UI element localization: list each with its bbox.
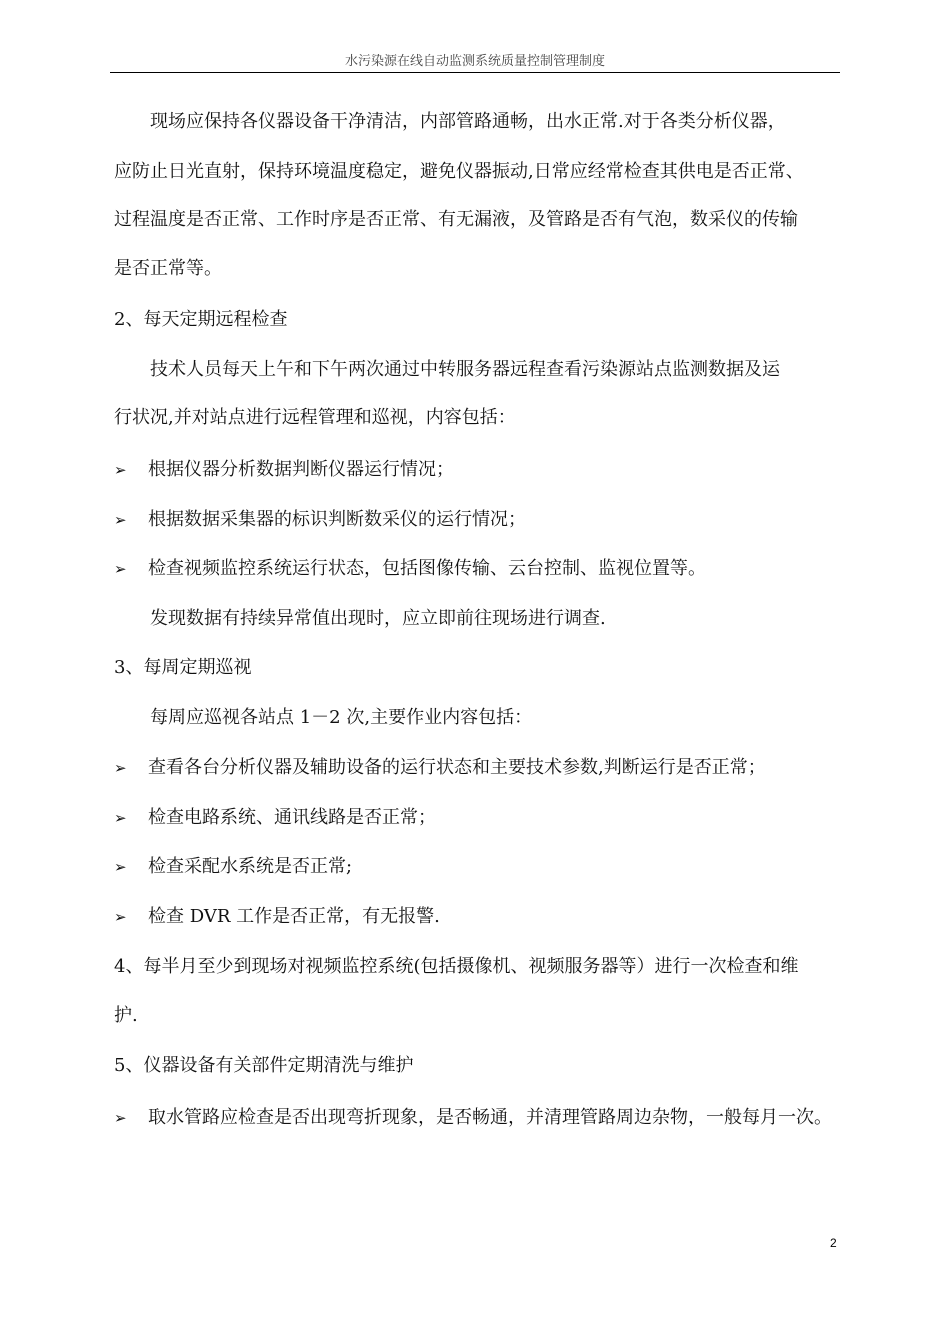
paragraph-line: 现场应保持各仪器设备干净清洁，内部管路通畅，出水正常.对于各类分析仪器，	[150, 111, 786, 132]
bullet-icon: ➢	[114, 560, 127, 578]
section-heading: 2、每天定期远程检查	[114, 309, 288, 330]
section-heading: 3、每周定期巡视	[114, 657, 252, 678]
paragraph-line: 每周应巡视各站点 1－2 次,主要作业内容包括：	[150, 707, 533, 728]
bullet-icon: ➢	[114, 908, 127, 926]
list-item: 根据数据采集器的标识判断数采仪的运行情况；	[148, 509, 526, 530]
paragraph-line: 是否正常等。	[114, 258, 222, 279]
section-paragraph-line: 护.	[114, 1005, 138, 1026]
page-number: 2	[830, 1236, 837, 1250]
list-item: 查看各台分析仪器及辅助设备的运行状态和主要技术参数,判断运行是否正常；	[148, 757, 766, 778]
bullet-icon: ➢	[114, 461, 127, 479]
bullet-icon: ➢	[114, 858, 127, 876]
list-item: 根据仪器分析数据判断仪器运行情况；	[148, 459, 454, 480]
bullet-icon: ➢	[114, 759, 127, 777]
paragraph-line: 发现数据有持续异常值出现时，应立即前往现场进行调查.	[150, 608, 606, 629]
paragraph-line: 应防止日光直射，保持环境温度稳定，避免仪器振动,日常应经常检查其供电是否正常、	[114, 161, 804, 182]
paragraph-line: 过程温度是否正常、工作时序是否正常、有无漏液，及管路是否有气泡，数采仪的传输	[114, 209, 798, 230]
list-item: 检查视频监控系统运行状态，包括图像传输、云台控制、监视位置等。	[148, 558, 706, 579]
page-header: 水污染源在线自动监测系统质量控制管理制度	[110, 52, 840, 73]
list-item: 检查 DVR 工作是否正常，有无报警.	[148, 906, 440, 927]
bullet-icon: ➢	[114, 809, 127, 827]
section-paragraph-line: 4、每半月至少到现场对视频监控系统(包括摄像机、视频服务器等）进行一次检查和维	[114, 956, 799, 977]
paragraph-line: 技术人员每天上午和下午两次通过中转服务器远程查看污染源站点监测数据及运	[150, 359, 780, 380]
section-heading: 5、仪器设备有关部件定期清洗与维护	[114, 1055, 414, 1076]
list-item: 取水管路应检查是否出现弯折现象，是否畅通，并清理管路周边杂物，一般每月一次。	[148, 1107, 832, 1128]
bullet-icon: ➢	[114, 511, 127, 529]
bullet-icon: ➢	[114, 1109, 127, 1127]
paragraph-line: 行状况,并对站点进行远程管理和巡视，内容包括：	[114, 407, 516, 428]
list-item: 检查采配水系统是否正常;	[148, 856, 353, 877]
list-item: 检查电路系统、通讯线路是否正常；	[148, 807, 436, 828]
